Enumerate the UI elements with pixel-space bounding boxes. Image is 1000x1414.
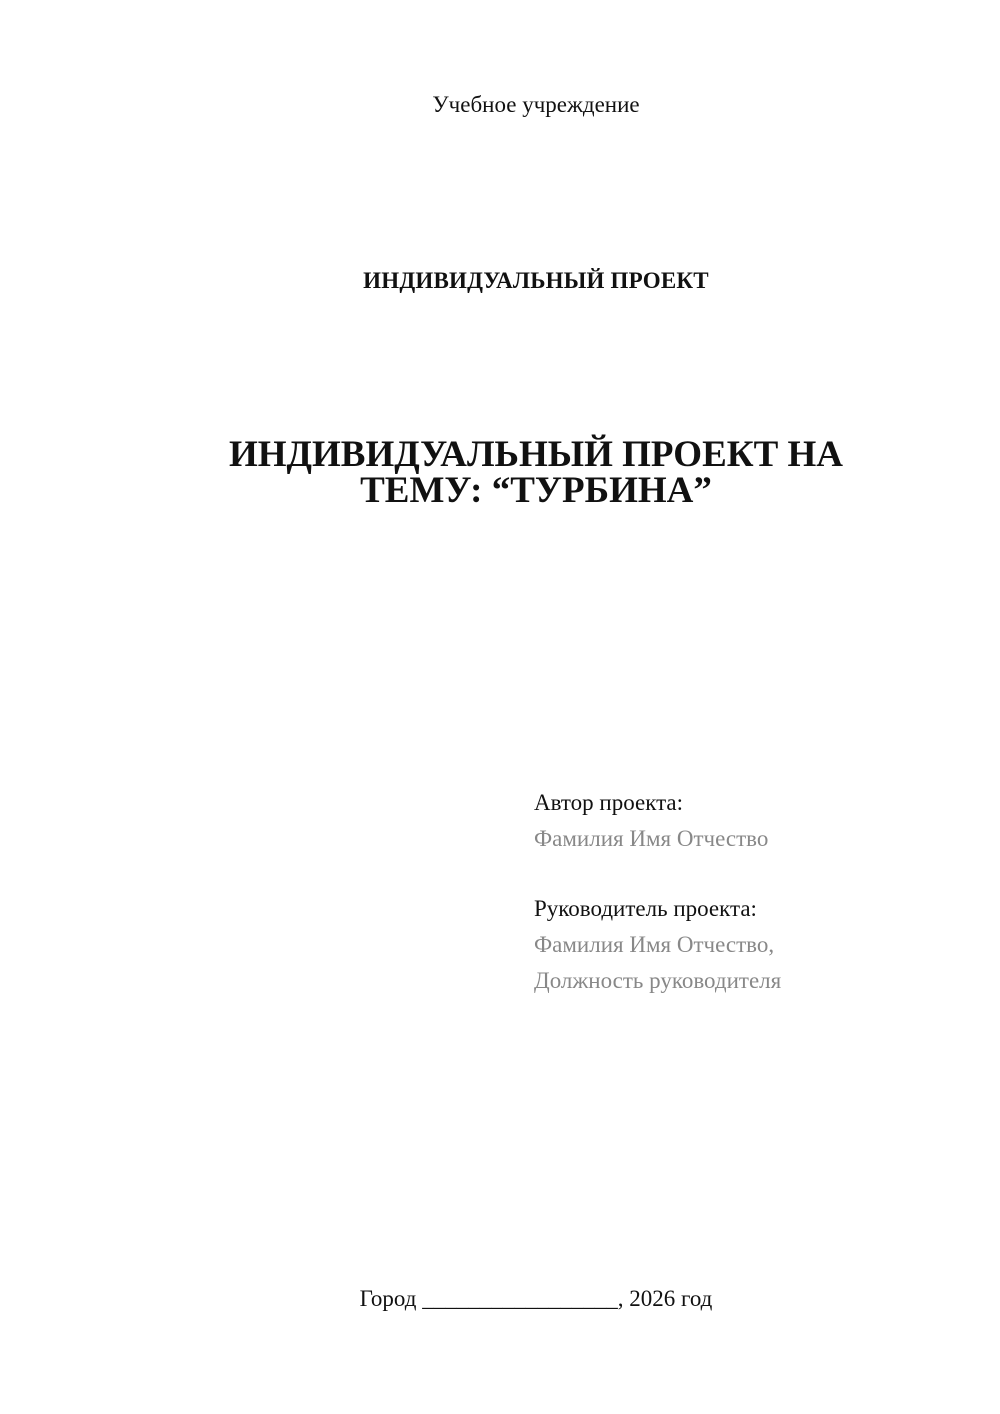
project-title-line-1: ИНДИВИДУАЛЬНЫЙ ПРОЕКТ НА (228, 434, 844, 475)
document-type: ИНДИВИДУАЛЬНЫЙ ПРОЕКТ (363, 268, 709, 293)
author-block (534, 785, 768, 857)
supervisor-block (534, 891, 781, 999)
supervisor-label: Руководитель проекта: (534, 896, 757, 921)
author-label: Автор проекта: (534, 790, 683, 815)
project-title (0, 434, 1000, 511)
city-year-line: Город _________________, 2026 год (359, 1286, 713, 1311)
author-name: Фамилия Имя Отчество (534, 826, 769, 851)
supervisor-name: Фамилия Имя Отчество, (534, 932, 775, 957)
project-title-line-2: ТЕМУ: “ТУРБИНА” (360, 470, 712, 511)
supervisor-position: Должность руководителя (534, 968, 782, 993)
institution-name: Учебное учреждение (432, 92, 640, 117)
